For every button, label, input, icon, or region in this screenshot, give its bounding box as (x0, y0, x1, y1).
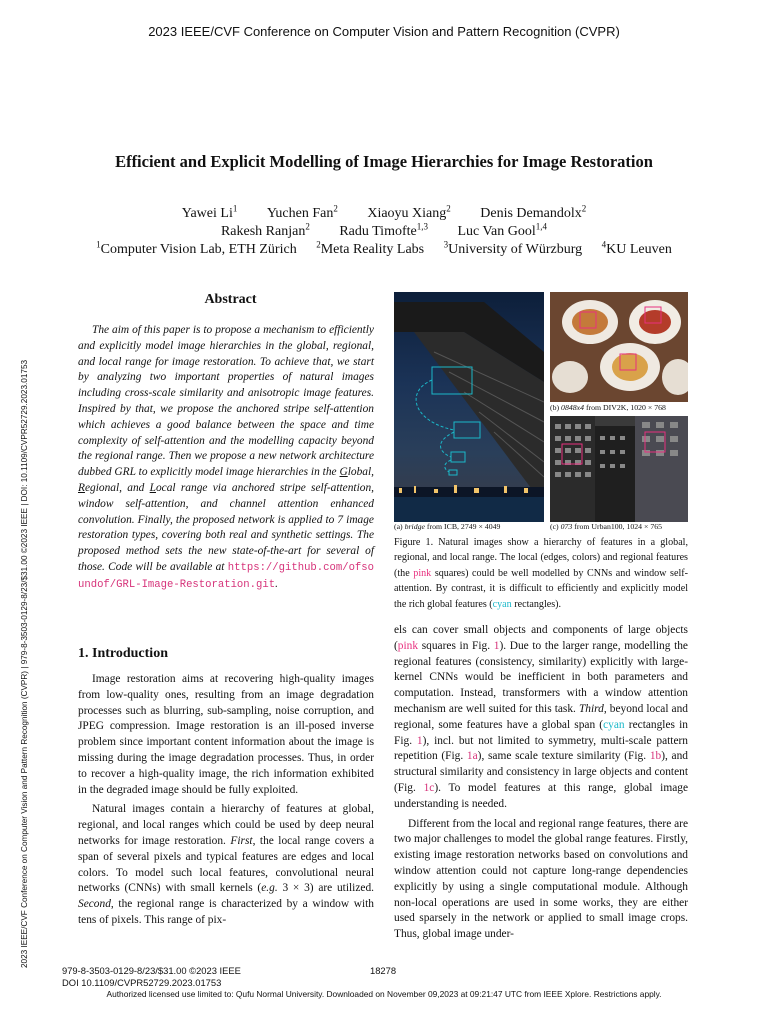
affiliation: $^3$University of Würzburg (443, 239, 583, 257)
subcaption-a: (a) bridge from ICB, 2749 × 4049 (394, 522, 501, 531)
figure-1 (394, 292, 688, 530)
section-heading-introduction: 1. Introduction (78, 646, 168, 661)
food-illustration (550, 292, 688, 402)
figure-ref[interactable]: 1c (423, 781, 435, 794)
figure-ref[interactable]: 1b (649, 750, 662, 763)
author: Xiaoyu Xiang$^2$ (367, 203, 451, 221)
paper-title: Efficient and Explicit Modelling of Image Hierarchies for Image Restoration (115, 152, 653, 171)
license-notice: Authorized licensed use limited to: Qufu Normal University. Downloaded on November 09,2023 at 09:21:47 UTC from IEEE Xplore. Restrictions apply. (106, 989, 662, 999)
bridge-photo (394, 292, 544, 522)
author: Luc Van Gool$^{1,4}$ (457, 221, 548, 239)
author: Rakesh Ranjan$^2$ (220, 221, 310, 239)
subcaption-c: (c) 073 from Urban100, 1024 × 765 (550, 522, 663, 531)
city-photo (550, 416, 688, 522)
figure-ref[interactable]: 1a (466, 750, 478, 763)
food-photo (550, 292, 688, 402)
paragraph: Natural images contain a hierarchy of features at global, regional, and local ranges which could be used by deep neural networks for image restoration. First, the local range covers a span of several pixels and typical features are edges and local colors. To model such local features, convolutional neural networks (CNNs) with small kernels (e.g. 3 × 3) are utilized. Second, the regional range is characterized by a window with tens of pixels. This range of pix- (78, 803, 374, 926)
paragraph: Different from the local and regional range features, there are two major challenges to model the global range features. Firstly, existing image restoration networks based on convolutions and window attention could not capture long-range dependencies explicitly by using a single computational module. Although non-local operations are used in some works, they are either used sparsely in the network or applied to small image crops. Thus, global image under- (394, 817, 688, 941)
page-number: 18278 (370, 965, 397, 976)
intro-left-column (78, 672, 374, 933)
code-link[interactable]: https://github.com/ofsoundof/GRL-Image-Restoration.git (78, 561, 374, 591)
author: Denis Demandolx$^2$ (480, 203, 587, 221)
figure-1-caption: Figure 1. Natural images show a hierarchy of features in a global, regional, and local range. The local (edges, colors) and regional features (the pink squares) could be well modelled by CNNs and window self-attention. By contrast, it is difficult to efficiently and explicitly model the rich global features (cyan rectangles). (394, 537, 688, 610)
affiliation: $^2$Meta Reality Labs (316, 239, 425, 257)
authors-row-1 (0, 203, 768, 222)
subcaption-b: (b) 0848x4 from DIV2K, 1020 × 768 (550, 403, 666, 412)
affiliation: $^4$KU Leuven (601, 239, 672, 257)
footer-isbn: 979-8-3503-0129-8/23/$31.00 ©2023 IEEE (62, 965, 241, 976)
figure-ref[interactable]: 1 (416, 734, 423, 747)
footer-doi: DOI 10.1109/CVPR52729.2023.01753 (62, 977, 222, 988)
paragraph: els can cover small objects and components of large objects (pink squares in Fig. 1). Due to the larger range, modelling the regional features (consistency, similarity) explicitly with large-kernel CNNs would be inefficient in both parameters and computation. Instead, transformers with a window attention mechanism are well suited for this task. Third, beyond local and regional, some features have a global span (cyan rectangles in Fig. 1), incl. but not limited to symmetry, multi-scale pattern repetition (Fig. 1a), same scale texture similarity (Fig. 1b), and structural similarity and consistency in large objects and content (Fig. 1c). To model features at this range, global image understanding is needed. (394, 624, 689, 810)
affiliation: $^1$Computer Vision Lab, ETH Zürich (96, 239, 297, 257)
authors-row-2 (0, 221, 768, 240)
paragraph: Image restoration aims at recovering high-quality images from low-quality ones, resulting from an image degradation processes such as blurring, sub-sampling, noise corruption, and JPEG compression. Image restoration is an ill-posed inverse problem since important content information about the image is missing during the image degradation processes. Thus, in order to recover a high-quality image, the rich information exhibited in the degraded image should be fully exploited. (78, 673, 374, 796)
author: Radu Timofte$^{1,3}$ (339, 221, 428, 239)
author: Yawei Li$^1$ (181, 203, 238, 221)
conference-header: 2023 IEEE/CVF Conference on Computer Vision and Pattern Recognition (CVPR) (148, 24, 620, 39)
city-illustration (550, 416, 688, 522)
abstract-text: The aim of this paper is to propose a mechanism to efficiently and explicitly model image hierarchies in the global, regional, and local range for image restoration. To achieve that, we start by analyzing two important properties of natural images including cross-scale similarity and anisotropic image features. Inspired by that, we propose the anchored stripe self-attention which achieves a good balance between the space and time complexity of self-attention and the modelling capacity beyond the regional range. Then we propose a new network architecture dubbed GRL to explicitly model image hierarchies in the Global, Regional, and Local range via anchored stripe self-attention, window self-attention, and channel attention enhanced convolution. Finally, the proposed network is applied to 7 image restoration types, covering both real and synthetic settings. The proposed method sets the new state-of-the-art for several of those. Code will be available at https://github.com/ofsoundof/GRL-Image-Restoration.git. (78, 324, 374, 591)
author: Yuchen Fan$^2$ (266, 203, 338, 221)
intro-right-column (394, 623, 688, 947)
bridge-illustration (394, 292, 544, 522)
abstract-heading: Abstract (204, 292, 257, 307)
side-banner: 2023 IEEE/CVF Conference on Computer Vision and Pattern Recognition (CVPR) | 979-8-3503-0129-8/23/$31.00 ©2023 IEEE | DOI: 10.1109/CVPR52729.2023.01753 (20, 359, 29, 968)
affiliations (0, 239, 768, 258)
figure-ref[interactable]: 1 (493, 639, 500, 652)
